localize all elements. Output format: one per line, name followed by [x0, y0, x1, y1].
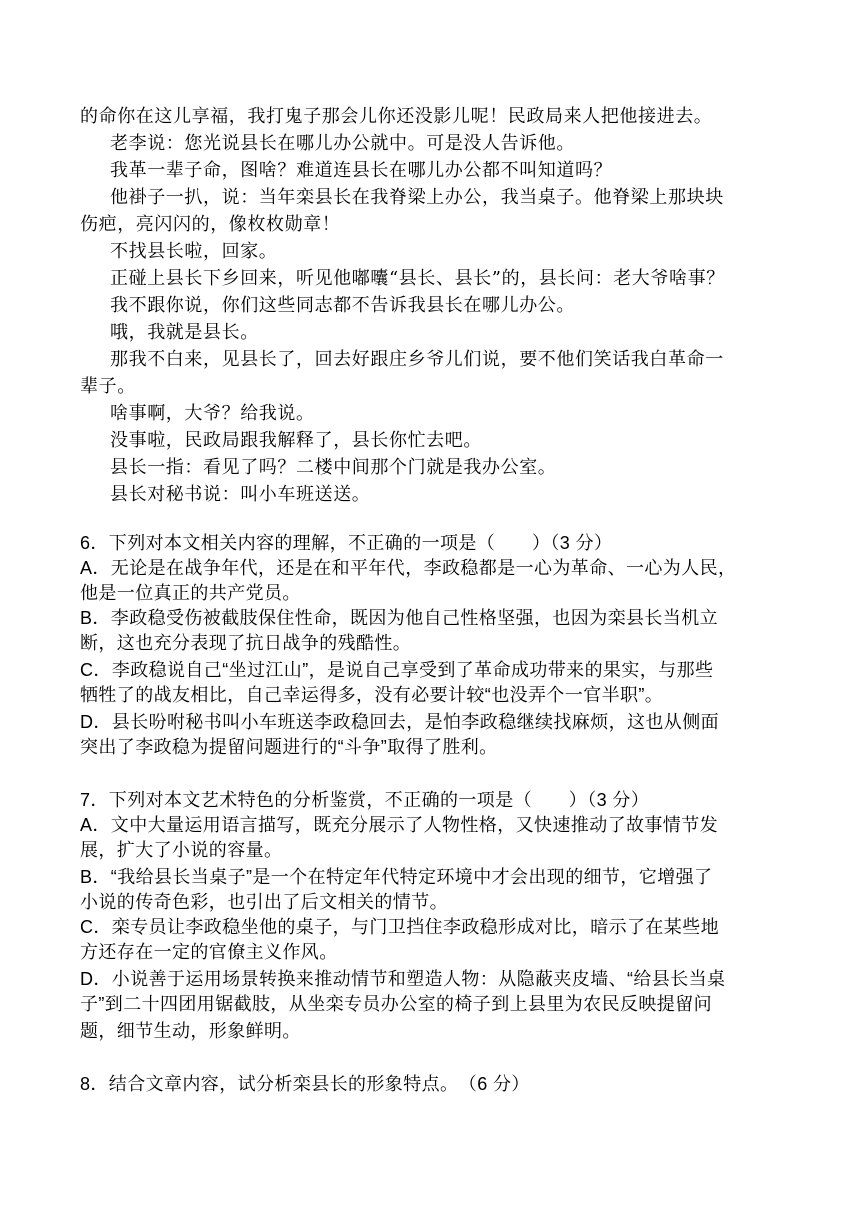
question-6-option: 断，这也充分表现了抗日战争的残酷性。: [80, 633, 412, 653]
question-6-option: 牺牲了的战友相比，自己幸运得多，没有必要计较“也没弄个一官半职”。: [80, 685, 664, 705]
question-6-option: A．无论是在战争年代，还是在和平年代，李政稳都是一心为革命、一心为人民，: [80, 558, 737, 578]
story-line: 的命你在这儿享福，我打鬼子那会儿你还没影儿呢！民政局来人把他接进去。: [80, 106, 713, 127]
question-6-option: D．县长吩咐秘书叫小车班送李政稳回去，是怕李政稳继续找麻烦，这也从侧面: [80, 712, 719, 732]
question-6-stem: 6．下列对本文相关内容的理解，不正确的一项是（ ）（3 分）: [80, 533, 613, 553]
story-line: 老李说：您光说县长在哪儿办公就中。可是没人告诉他。: [110, 133, 575, 154]
question-7-option: B．“我给县长当桌子”是一个在特定年代特定环境中才会出现的细节，它增强了: [80, 867, 713, 887]
story-line: 伤疤，亮闪闪的，像枚枚勋章！: [80, 214, 341, 235]
story-line: 我革一辈子命，图啥？难道连县长在哪儿办公都不叫知道吗？: [110, 160, 613, 181]
question-7-option: A．文中大量运用语言描写，既充分展示了人物性格，又快速推动了故事情节发: [80, 815, 719, 835]
story-line: 那我不白来，见县长了，回去好跟庄乡爷儿们说，要不他们笑话我白革命一: [110, 349, 724, 370]
question-7-option: 展，扩大了小说的容量。: [80, 840, 283, 860]
question-7-stem: 7．下列对本文艺术特色的分析鉴赏，不正确的一项是（ ）（3 分）: [80, 790, 650, 810]
story-line: 不找县长啦，回家。: [110, 241, 278, 262]
story-line: 哦，我就是县长。: [110, 322, 259, 343]
story-line: 县长一指：看见了吗？二楼中间那个门就是我办公室。: [110, 457, 557, 478]
question-7-option: 小说的传奇色彩，也引出了后文相关的情节。: [80, 892, 448, 912]
story-line: 没事啦，民政局跟我解释了，县长你忙去吧。: [110, 430, 482, 451]
question-7-option: C．栾专员让李政稳坐他的桌子，与门卫挡住李政稳形成对比，暗示了在某些地: [80, 917, 719, 937]
question-7-option: D．小说善于运用场景转换来推动情节和塑造人物：从隐蔽夹皮墙、“给县长当桌: [80, 969, 726, 989]
story-line: 我不跟你说，你们这些同志都不告诉我县长在哪儿办公。: [110, 295, 575, 316]
question-7-option: 子”到二十四团用锯截肢，从坐栾专员办公室的椅子到上县里为农民反映提留问: [80, 994, 712, 1014]
story-line: 正碰上县长下乡回来，听见他嘟囔“县长、县长”的，县长问：老大爷啥事？: [110, 268, 725, 289]
story-line: 县长对秘书说：叫小车班送送。: [110, 484, 371, 505]
story-line: 他褂子一扒，说：当年栾县长在我脊梁上办公，我当桌子。他脊梁上那块块: [110, 187, 724, 208]
story-line: 辈子。: [80, 376, 136, 397]
question-6-option: B．李政稳受伤被截肢保住性命，既因为他自己性格坚强，也因为栾县长当机立: [80, 608, 719, 628]
question-8-stem: 8．结合文章内容，试分析栾县长的形象特点。 （6 分）: [80, 1074, 530, 1094]
question-6-option: C．李政稳说自己“坐过江山”，是说自己享受到了革命成功带来的果实，与那些: [80, 660, 714, 680]
story-line: 啥事啊，大爷？给我说。: [110, 403, 315, 424]
question-6-option: 突出了李政稳为提留问题进行的“斗争”取得了胜利。: [80, 737, 498, 757]
question-6-option: 他是一位真正的共产党员。: [80, 583, 301, 603]
question-7-option: 方还存在一定的官僚主义作风。: [80, 942, 338, 962]
question-7-option: 题，细节生动，形象鲜明。: [80, 1021, 301, 1041]
